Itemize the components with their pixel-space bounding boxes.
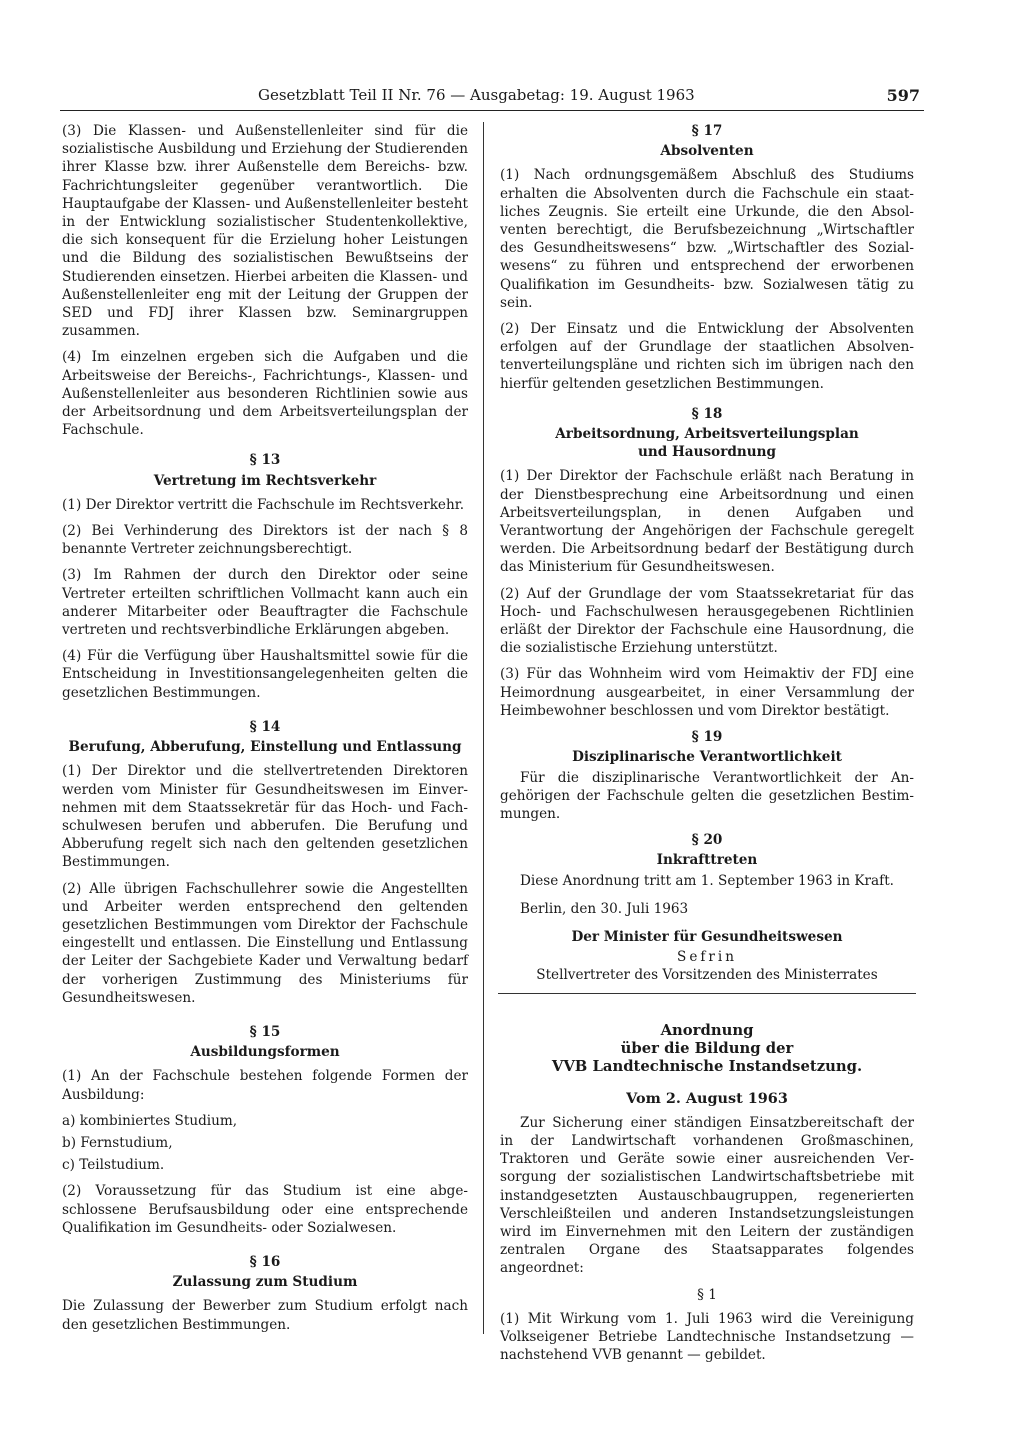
section-13-number: § 13	[249, 452, 281, 469]
anordnung-title-line1: Anordnung	[660, 1021, 754, 1039]
section-14-title: Berufung, Abberufung, Einstellung und Entlassung	[68, 739, 462, 756]
paragraph-16: Die Zulassung der Bewerber zum Studium erfolgt nach den gesetzlichen Bestimmungen.	[62, 1298, 468, 1333]
paragraph-19: Für die disziplinarische Verantwortlichkeit der Angehörigen der Fachschule gelten die gesetzlichen Bestimmungen.	[500, 769, 914, 822]
column-divider	[483, 122, 484, 1334]
place-date: Berlin, den 30. Juli 1963	[520, 900, 689, 917]
section-15-number: § 15	[249, 1023, 281, 1040]
section-17-number: § 17	[691, 123, 723, 139]
anordnung-preamble: Zur Sicherung einer ständigen Einsatzbereitschaft der in der Landwirtschaft vorhandenen Großmaschinen, Traktoren und Geräte sowie einer ausreichenden Versorgung der sozialistischen Landwirtschaftsbetriebe mit instandgesetzten Austauschbaugruppen, regenerierten Verschleißteilen und anderen Instandsetzungsleistungen wird im Einvernehmen mit den Leitern der zuständigen zentralen Organe des Staatsapparates folgendes angeordnet:	[500, 1114, 914, 1277]
paragraph-13-2: (2) Bei Verhinderung des Direktors ist der nach § 8 benannte Vertreter zeichnungsberechtigt.	[62, 523, 468, 558]
section-18-title-line1: Arbeitsordnung, Arbeitsverteilungsplan	[555, 426, 859, 443]
section-17-title: Absolventen	[660, 143, 754, 160]
paragraph-18-3: (3) Für das Wohnheim wird vom Heimaktiv der FDJ eine Heimordnung ausgearbeitet, in einer Versammlung der Heimbewohner beschlossen und vom Direktor bestätigt.	[500, 666, 914, 719]
signer-title: Der Minister für Gesundheitswesen	[571, 928, 843, 945]
section-16-title: Zulassung zum Studium	[172, 1274, 358, 1291]
page-number: 597	[886, 86, 920, 105]
section-16-number: § 16	[249, 1253, 281, 1270]
list-item: a) kombiniertes Studium,	[62, 1112, 238, 1129]
section-15-title: Ausbildungsformen	[190, 1044, 340, 1061]
paragraph-17-1: (1) Nach ordnungsgemäßem Abschluß des Studiums erhalten die Absolventen durch die Fachschule ein staatliches Zeugnis. Sie erteilt eine Urkunde, die den Absolventen berechtigt, die Berufsbezeichnung „Wirtschaftler des Gesundheitswesens“ bzw. „Wirtschaftler des Sozialwesens“ zu führen und entsprechend der erworbenen Qualifikation im Gesundheits- bzw. Sozialwesen tätig zu sein.	[500, 167, 914, 311]
signer-name: Sefrin	[677, 949, 737, 966]
right-column	[500, 122, 914, 1372]
left-column	[62, 122, 468, 1342]
section-14-number: § 14	[249, 718, 281, 735]
section-18-title-line2: und Hausordnung	[637, 444, 777, 461]
paragraph-17-2: (2) Der Einsatz und die Entwicklung der Absolventen erfolgen auf der Grundlage der staatlichen Absolventenverteilungspläne und richten sich im übrigen nach den hierfür geltenden gesetzlichen Bestimmungen.	[500, 321, 914, 392]
paragraph-14-2: (2) Alle übrigen Fachschullehrer sowie die Angestellten und Arbeiter werden entsprechend den geltenden gesetzlichen Bestimmungen vom Direktor der Fachschule eingestellt und entlassen. Die Einstellung und Entlassung der Leiter der Sachgebiete Kader und Verwaltung bedarf der vorherigen Zustimmung des Ministeriums für Gesundheitswesen.	[62, 880, 468, 1006]
section-19-title: Disziplinarische Verantwortlichkeit	[572, 749, 842, 766]
anordnung-title-line2: über die Bildung der	[620, 1039, 794, 1057]
section-13-title: Vertretung im Rechtsverkehr	[153, 472, 377, 489]
paragraph-20: Diese Anordnung tritt am 1. September 1963 in Kraft.	[520, 872, 894, 889]
section-rule	[498, 993, 916, 994]
section-18-number: § 18	[691, 405, 723, 422]
paragraph-13-1: (1) Der Direktor vertritt die Fachschule im Rechtsverkehr.	[62, 496, 465, 513]
signer-role: Stellvertreter des Vorsitzenden des Ministerrates	[536, 967, 878, 984]
paragraph-12-4: (4) Im einzelnen ergeben sich die Aufgaben und die Arbeitsweise der Bereichs-, Fachrichtungs-, Klassen- und Außenstellenleiter aus besonderen Richtlinien sowie aus der Arbeitsordnung und dem Arbeitsverteilungsplan der Fachschule.	[62, 349, 468, 439]
anordnung-title-line3: VVB Landtechnische Instandsetzung.	[551, 1057, 863, 1075]
section-19-number: § 19	[691, 729, 723, 746]
list-item: b) Fernstudium,	[62, 1134, 173, 1151]
page-header	[60, 84, 924, 111]
header-title: Gesetzblatt Teil II Nr. 76 — Ausgabetag: 19. August 1963	[258, 86, 695, 104]
paragraph-1-1: (1) Mit Wirkung vom 1. Juli 1963 wird die Vereinigung Volkseigener Betriebe Landtechnische Instandsetzung — nachstehend VVB genannt — gebildet.	[500, 1310, 914, 1364]
list-item: c) Teilstudium.	[62, 1157, 165, 1174]
section-20-title: Inkrafttreten	[656, 852, 758, 869]
section-20-number: § 20	[691, 832, 723, 849]
paragraph-14-1: (1) Der Direktor und die stellvertretenden Direktoren werden vom Minister für Gesundheitswesen im Einvernehmen mit dem Staatssekretär für das Hoch- und Fachschulwesen berufen und abberufen. Die Berufung und Abberufung regelt sich nach den geltenden gesetzlichen Bestimmungen.	[62, 763, 468, 871]
paragraph-18-2: (2) Auf der Grundlage der vom Staatssekretariat für das Hoch- und Fachschulwesen herausgegebenen Richtlinien erläßt der Direktor der Fachschule eine Hausordnung, die die sozialistische Erziehung unterstützt.	[500, 585, 914, 657]
section-1-number: § 1	[697, 1286, 717, 1303]
anordnung-date: Vom 2. August 1963	[626, 1089, 788, 1107]
paragraph-15-2: (2) Voraussetzung für das Studium ist eine abgeschlossene Berufsausbildung oder eine entsprechende Qualifikation im Gesundheits- oder Sozialwesen.	[62, 1183, 468, 1236]
paragraph-12-3: (3) Die Klassen- und Außenstellenleiter sind für die sozialistische Ausbildung und Erziehung der Studierenden ihrer Klasse bzw. ihrer Außenstelle dem Bereichs- bzw. Fachrichtungsleiter gegenüber verantwortlich. Die Hauptaufgabe der Klassen- und Außenstellenleiter besteht in der Entwicklung sozialistischer Studentenkollektive, die sich konsequent für die Erzielung hoher Leistungen und die Bildung des sozialistischen Bewußtseins der Studierenden einsetzen. Hierbei arbeiten die Klassen- und Außenstellenleiter eng mit der Leitung der Gruppen der SED und FDJ ihrer Klassen bzw. Seminargruppen zusammen.	[62, 123, 468, 340]
paragraph-15-1: (1) An der Fachschule bestehen folgende Formen der Ausbildung:	[62, 1068, 468, 1103]
paragraph-18-1: (1) Der Direktor der Fachschule erläßt nach Beratung in der Dienstbesprechung eine Arbeitsordnung und einen Arbeitsverteilungsplan, in denen Aufgaben und Verantwortung der Angehörigen der Fachschule geregelt werden. Die Arbeitsordnung bedarf der Bestätigung durch das Ministerium für Gesundheitswesen.	[500, 468, 914, 576]
paragraph-13-4: (4) Für die Verfügung über Haushaltsmittel sowie für die Entscheidung in Investitionsangelegenheiten gelten die gesetzlichen Bestimmungen.	[62, 648, 468, 701]
paragraph-13-3: (3) Im Rahmen der durch den Direktor oder seine Vertreter erteilten schriftlichen Vollmacht kann auch ein anderer Mitarbeiter oder Beauftragter die Fachschule vertreten und rechtsverbindliche Erklärungen abgeben.	[62, 567, 468, 639]
